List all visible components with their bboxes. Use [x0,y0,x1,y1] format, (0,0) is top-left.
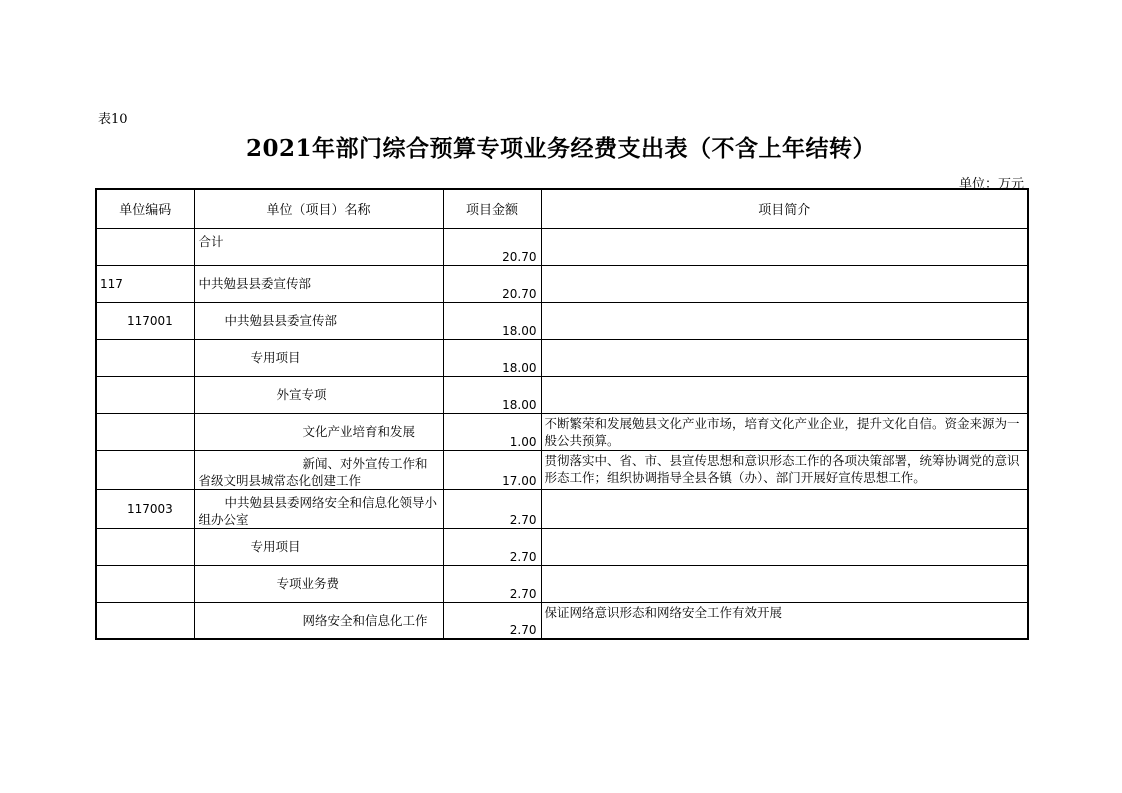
amount: 2.70 [443,489,541,528]
table-row [96,265,1028,302]
amount: 20.70 [443,228,541,265]
description [541,565,1028,602]
unit-code [96,565,194,602]
amount: 2.70 [443,565,541,602]
amount: 2.70 [443,602,541,639]
amount: 20.70 [443,265,541,302]
unit-name: 专用项目 [194,528,443,565]
amount: 18.00 [443,376,541,413]
unit-name: 合计 [194,228,443,265]
table-row [96,339,1028,376]
unit-name: 中共勉县县委宣传部 [194,265,443,302]
amount: 18.00 [443,302,541,339]
table-row [96,489,1028,528]
header-name: 单位（项目）名称 [194,189,443,228]
unit-name: 网络安全和信息化工作 [194,602,443,639]
table-row [96,528,1028,565]
unit-name: 新闻、对外宣传工作和省级文明县城常态化创建工作 [194,450,443,489]
table-row [96,302,1028,339]
description [541,228,1028,265]
description [541,265,1028,302]
table-row [96,450,1028,489]
table-row [96,228,1028,265]
table-number: 表10 [98,112,128,127]
description: 贯彻落实中、省、市、县宣传思想和意识形态工作的各项决策部署，统筹协调党的意识形态工作；组织协调指导全县各镇（办）、部门开展好宣传思想工作。 [541,450,1028,489]
description: 不断繁荣和发展勉县文化产业市场，培育文化产业企业，提升文化自信。资金来源为一般公共预算。 [541,413,1028,450]
unit-code [96,339,194,376]
unit-code: 117001 [96,302,194,339]
description [541,489,1028,528]
amount: 1.00 [443,413,541,450]
unit-code [96,413,194,450]
unit-label: 单位：万元 [958,177,1024,192]
description: 保证网络意识形态和网络安全工作有效开展 [541,602,1028,639]
unit-code: 117 [96,265,194,302]
table-header-row [96,189,1028,228]
description [541,376,1028,413]
unit-code [96,228,194,265]
amount: 2.70 [443,528,541,565]
description [541,528,1028,565]
unit-code [96,528,194,565]
unit-code [96,602,194,639]
unit-name: 专用项目 [194,339,443,376]
description [541,302,1028,339]
page-title: 2021年部门综合预算专项业务经费支出表（不含上年结转） [245,135,876,162]
description [541,339,1028,376]
amount: 18.00 [443,339,541,376]
table-row [96,376,1028,413]
unit-name: 专项业务费 [194,565,443,602]
table-row [96,413,1028,450]
unit-name: 中共勉县县委宣传部 [194,302,443,339]
unit-code: 117003 [96,489,194,528]
amount: 17.00 [443,450,541,489]
table-row [96,602,1028,639]
header-code: 单位编码 [96,189,194,228]
unit-name: 文化产业培育和发展 [194,413,443,450]
unit-name: 外宣专项 [194,376,443,413]
header-desc: 项目简介 [541,189,1028,228]
header-amount: 项目金额 [443,189,541,228]
table-row [96,565,1028,602]
budget-table [95,188,1029,640]
unit-code [96,450,194,489]
unit-name: 中共勉县县委网络安全和信息化领导小组办公室 [194,489,443,528]
unit-code [96,376,194,413]
